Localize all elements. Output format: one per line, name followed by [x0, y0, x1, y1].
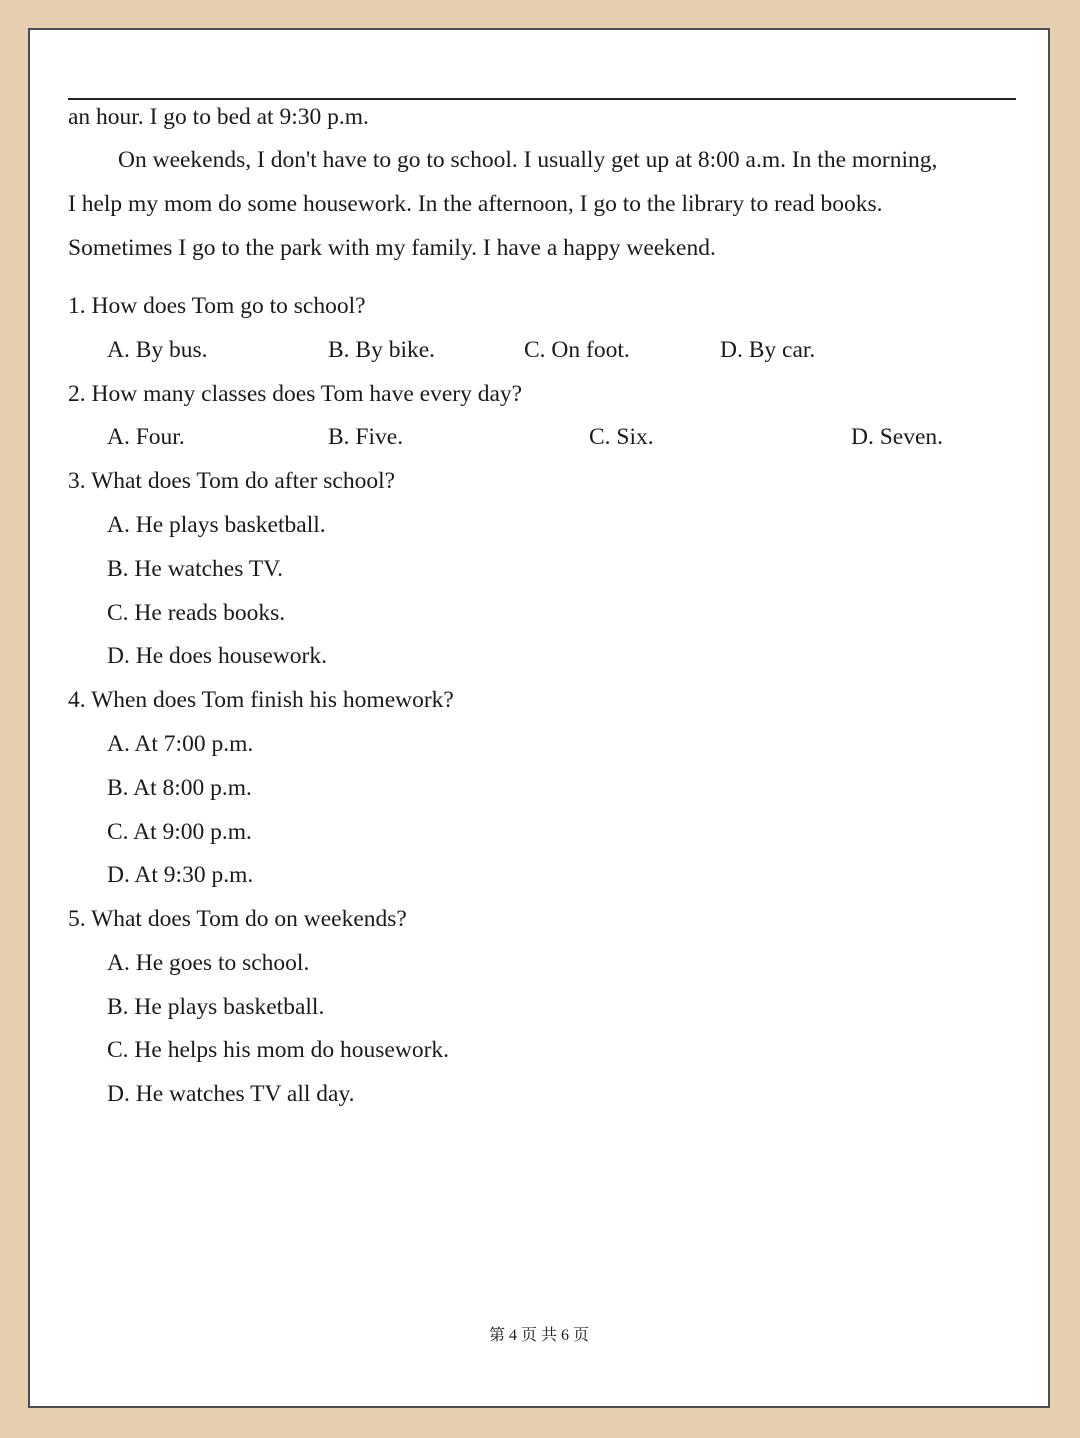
question-1: 1. How does Tom go to school? [68, 293, 366, 319]
question-5: 5. What does Tom do on weekends? [68, 906, 407, 932]
header-rule [68, 98, 1016, 100]
question-5-option-c: C. He helps his mom do housework. [107, 1037, 450, 1063]
question-2-option-d: D. Seven. [851, 424, 944, 450]
passage-line: I help my mom do some housework. In the afternoon, I go to the library to read books. [68, 191, 883, 217]
passage-line: an hour. I go to bed at 9:30 p.m. [68, 104, 369, 130]
question-3-option-a: A. He plays basketball. [107, 512, 326, 538]
question-4-option-c: C. At 9:00 p.m. [107, 819, 252, 845]
question-3-option-d: D. He does housework. [107, 643, 327, 669]
question-4-option-a: A. At 7:00 p.m. [107, 731, 254, 757]
passage-line: On weekends, I don't have to go to school. I usually get up at 8:00 a.m. In the morning, [118, 147, 938, 173]
question-2-option-c: C. Six. [589, 424, 654, 450]
passage-line: Sometimes I go to the park with my family. I have a happy weekend. [68, 235, 716, 261]
question-4-option-b: B. At 8:00 p.m. [107, 775, 252, 801]
question-1-option-c: C. On foot. [524, 337, 630, 363]
question-4: 4. When does Tom finish his homework? [68, 687, 454, 713]
question-3: 3. What does Tom do after school? [68, 468, 396, 494]
question-3-option-c: C. He reads books. [107, 600, 286, 626]
page-number-footer: 第 4 页 共 6 页 [488, 1327, 589, 1344]
document-page [28, 28, 1050, 1408]
question-4-option-d: D. At 9:30 p.m. [107, 862, 254, 888]
question-3-option-b: B. He watches TV. [107, 556, 284, 582]
question-2: 2. How many classes does Tom have every day? [68, 381, 523, 407]
question-1-option-b: B. By bike. [328, 337, 436, 363]
question-5-option-d: D. He watches TV all day. [107, 1081, 355, 1107]
question-1-option-d: D. By car. [720, 337, 816, 363]
question-5-option-b: B. He plays basketball. [107, 994, 325, 1020]
question-5-option-a: A. He goes to school. [107, 950, 310, 976]
question-2-option-b: B. Five. [328, 424, 404, 450]
question-2-option-a: A. Four. [107, 424, 185, 450]
question-1-option-a: A. By bus. [107, 337, 208, 363]
